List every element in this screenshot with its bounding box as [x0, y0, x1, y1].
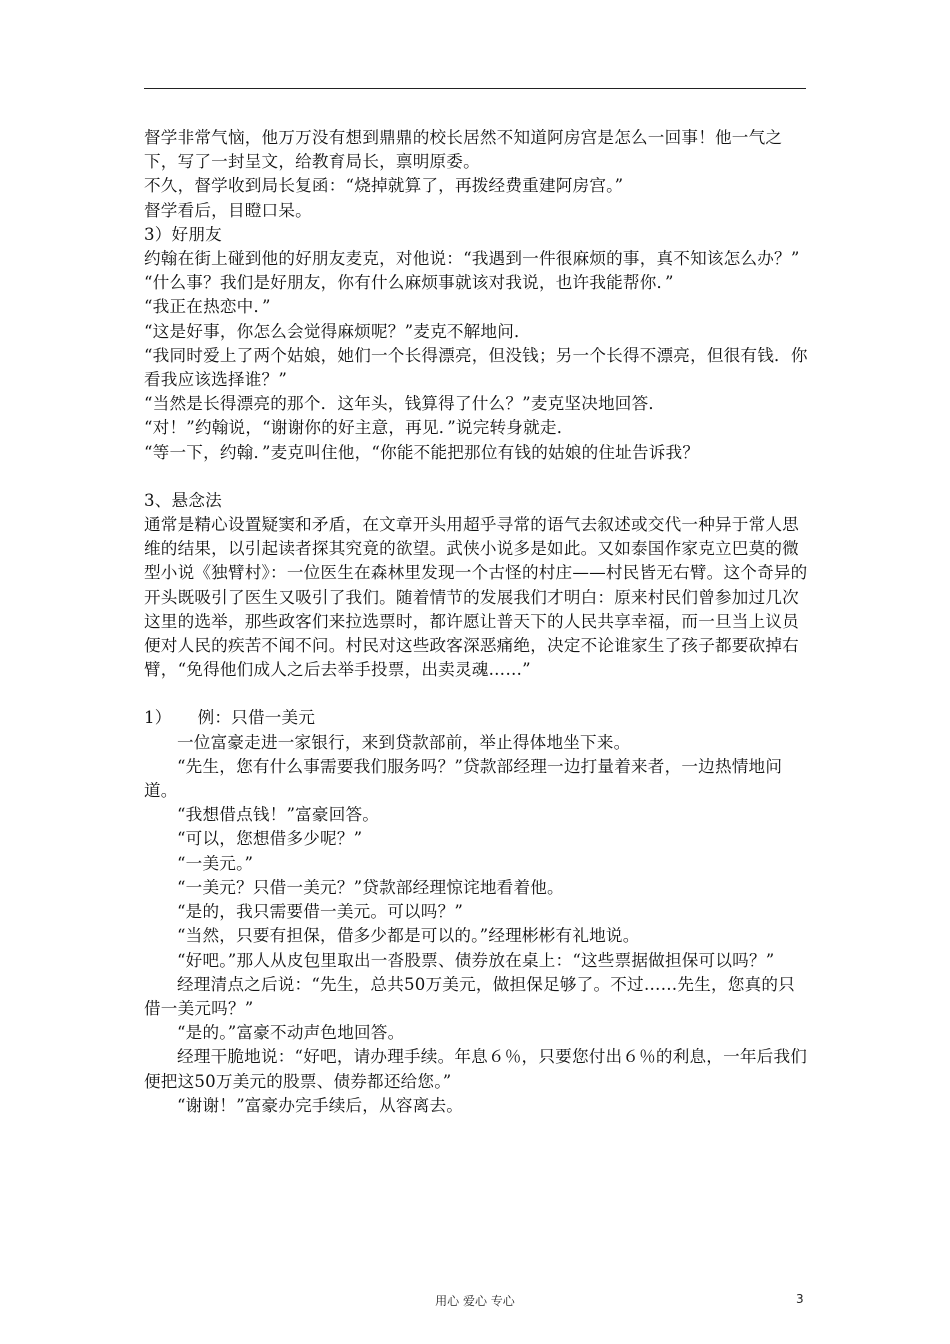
page-footer: [0, 1292, 950, 1312]
paragraph: 不久，督学收到局长复函：“烧掉就算了，再拨经费重建阿房宫。”: [144, 176, 624, 196]
paragraph: 经理清点之后说：“先生，总共50万美元，做担保足够了。不过……先生，您真的只借一美元吗？”: [144, 974, 795, 1018]
paragraph: “这是好事，你怎么会觉得麻烦呢？”麦克不解地问．: [144, 321, 531, 341]
paragraph: 督学看后，目瞪口呆。: [144, 200, 312, 220]
page-number: 3: [796, 1292, 804, 1306]
paragraph: “我想借点钱！”富豪回答。: [177, 805, 380, 825]
paragraph: “当然，只要有担保，借多少都是可以的。”经理彬彬有礼地说。: [177, 926, 640, 946]
footer-motto: 用心 爱心 专心: [435, 1294, 515, 1308]
paragraph: “我同时爱上了两个姑娘，她们一个长得漂亮，但没钱；另一个长得不漂亮，但很有钱．你看我应该选择谁？”: [144, 345, 808, 390]
section-heading-good-friend: 3）好朋友: [144, 224, 222, 244]
paragraph: 约翰在街上碰到他的好朋友麦克，对他说：“我遇到一件很麻烦的事，真不知该怎么办？”: [144, 249, 800, 269]
paragraph: “是的，我只需要借一美元。可以吗？”: [177, 902, 464, 922]
paragraph: “我正在热恋中．”: [144, 297, 271, 317]
paragraph: “先生，您有什么事需要我们服务吗？”贷款部经理一边打量着来者，一边热情地问道。: [144, 756, 783, 801]
section-heading-suspense: 3、悬念法: [144, 490, 222, 510]
paragraph: 经理干脆地说：“好吧，请办理手续。年息６％，只要您付出６％的利息，一年后我们便把这50万美元的股票、债券都还给您。”: [144, 1047, 808, 1091]
paragraph: “什么事？我们是好朋友，你有什么麻烦事就该对我说，也许我能帮你．”: [144, 273, 674, 293]
paragraph: “对！”约翰说，“谢谢你的好主意，再见．”说完转身就走．: [144, 418, 574, 438]
paragraph: “好吧。”那人从皮包里取出一沓股票、债券放在桌上：“这些票据做担保可以吗？”: [177, 950, 775, 970]
paragraph: 通常是精心设置疑窦和矛盾，在文章开头用超乎寻常的语气去叙述或交代一种异于常人思维的结果，以引起读者探其究竟的欲望。武侠小说多是如此。又如泰国作家克立巴莫的微型小说《独臂村》：一位医生在森林里发现一个古怪的村庄——村民皆无右臂。这个奇异的开头既吸引了医生又吸引了我们。随着情节的发展我们才明白：原来村民们曾参加过几次这里的选举，那些政客们来拉选票时，都许愿让普天下的人民共享幸福，而一旦当上议员便对人民的疾苦不闻不问。村民对这些政客深恶痛绝，决定不论谁家生了孩子都要砍掉右臂，“免得他们成人之后去举手投票，出卖灵魂……”: [144, 515, 808, 680]
paragraph: “等一下，约翰．”麦克叫住他，“你能不能把那位有钱的姑娘的住址告诉我？: [144, 442, 700, 462]
paragraph: “一美元？只借一美元？”贷款部经理惊诧地看着他。: [177, 877, 564, 897]
document-body: [144, 126, 809, 1118]
paragraph: “一美元。”: [177, 853, 254, 873]
paragraph: 督学非常气恼，他万万没有想到鼎鼎的校长居然不知道阿房宫是怎么一回事！他一气之下，写了一封呈文，给教育局长，禀明原委。: [144, 128, 783, 172]
example-heading: [144, 706, 809, 730]
paragraph: “当然是长得漂亮的那个．这年头，钱算得了什么？”麦克坚决地回答．: [144, 394, 666, 414]
paragraph: “可以，您想借多少呢？”: [177, 829, 363, 849]
paragraph: “是的。”富豪不动声色地回答。: [177, 1023, 405, 1043]
header-rule: [144, 88, 806, 89]
paragraph: 一位富豪走进一家银行，来到贷款部前，举止得体地坐下来。: [177, 732, 631, 752]
list-number: 1）: [144, 708, 172, 728]
paragraph: “谢谢！”富豪办完手续后，从容离去。: [177, 1095, 464, 1115]
example-title: 例：只借一美元: [197, 708, 316, 728]
